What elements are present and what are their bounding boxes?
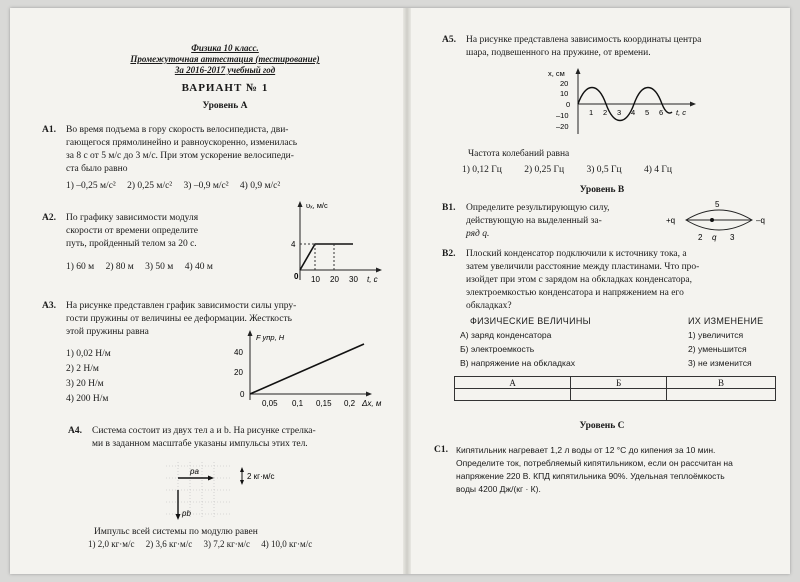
a2-velocity-graph — [278, 198, 390, 290]
a3-xtick-3: 0,15 — [316, 399, 332, 408]
b2-answer-table — [454, 376, 776, 401]
a5-question: Частота колебаний равна — [468, 149, 570, 159]
b2-table-answer-row — [455, 389, 776, 401]
a5-xtick-1: 1 — [589, 108, 594, 117]
b2-number: В2. — [442, 249, 456, 259]
b1-line-3: ряд q. — [466, 229, 490, 239]
a2-y-arrow — [298, 201, 303, 207]
b1-label-q: q — [712, 233, 717, 242]
a1-line-4: ста было равно — [66, 164, 128, 174]
a2-answer-1[interactable]: 1) 60 м — [66, 262, 95, 272]
variant-title: ВАРИАНТ № 1 — [181, 82, 269, 94]
b2-header-v: В — [667, 377, 776, 389]
c1-line-1: Кипятильник нагревает 1,2 л воды от 12 °С до кипения за 10 мин. — [456, 445, 716, 455]
c1-line-2: Определите ток, потребляемый кипятильником, если он рассчитан на — [456, 458, 733, 468]
a5-ytick-10: 10 — [560, 89, 569, 98]
a3-ytick-0: 0 — [240, 390, 245, 399]
c1-line-3: напряжение 220 В. КПД кипятильника 90%. Удельная теплоёмкость — [456, 471, 725, 481]
a1-line-1: Во время подъема в гору скорость велосипедиста, дви- — [66, 125, 289, 135]
b1-line-2: действующую на выделенный за- — [466, 216, 602, 226]
level-c-title: Уровень С — [579, 421, 625, 431]
a4-question: Импульс всей системы по модулю равен — [94, 527, 258, 537]
b2-answer-cell-a[interactable] — [455, 389, 571, 401]
b2-table-header-row — [455, 377, 776, 389]
b2-header-a: А — [455, 377, 571, 389]
b2-line-4: электроемкостью конденсатора и напряжением на его — [466, 288, 684, 298]
a3-line-2: гости пружины от величины ее деформации. Жесткость — [66, 314, 292, 324]
a5-answer-4[interactable]: 4) 4 Гц — [644, 165, 672, 175]
a4-answer-3[interactable]: 3) 7,2 кг·м/с — [203, 539, 250, 549]
a4-pa-arrowhead — [208, 476, 214, 481]
a1-number: А1. — [42, 125, 56, 135]
a4-pb-arrowhead — [176, 514, 181, 520]
page-fold — [403, 8, 411, 574]
a5-x-arrow — [690, 102, 696, 107]
b2-line-5: обкладках? — [466, 301, 512, 311]
b1-label-2: 2 — [698, 233, 703, 242]
a1-line-2: гающегося прямолинейно и равноускоренно, изменилась — [66, 138, 298, 148]
b2-col-right-header: ИХ ИЗМЕНЕНИЕ — [688, 316, 764, 326]
level-a-title: Уровень А — [202, 101, 248, 111]
b2-change-2: 2) уменьшится — [688, 344, 747, 354]
a3-y-arrow — [248, 330, 253, 336]
header-year: За 2016-2017 учебный год — [174, 65, 276, 75]
a5-ytick-20: 20 — [560, 79, 569, 88]
b1-number: В1. — [442, 203, 456, 213]
b2-quantity-3: В) напряжение на обкладках — [460, 358, 576, 368]
b2-change-1: 1) увеличится — [688, 330, 744, 340]
a2-origin: 0 — [294, 272, 299, 281]
a4-answers — [88, 538, 321, 550]
right-page — [412, 8, 790, 574]
a3-ytick-40: 40 — [234, 348, 243, 357]
a3-line-1: На рисунке представлен график зависимости силы упру- — [66, 301, 297, 311]
a3-answer-2[interactable]: 2) 2 Н/м — [66, 364, 99, 374]
c1-number: С1. — [434, 445, 448, 455]
b2-header-b: Б — [571, 377, 667, 389]
a5-ytick-0: 0 — [566, 100, 571, 109]
a3-force-line — [250, 344, 364, 394]
a4-line-1: Система состоит из двух тел a и b. На рисунке стрелка- — [92, 426, 316, 436]
a5-answer-1[interactable]: 1) 0,12 Гц — [462, 165, 502, 175]
a4-line-2: ми в заданном масштабе указаны импульсы этих тел. — [92, 439, 308, 449]
a5-answer-2[interactable]: 2) 0,25 Гц — [524, 165, 565, 175]
a2-x-arrow — [376, 268, 382, 273]
header-subject: Физика 10 класс. — [191, 43, 259, 53]
a4-number: А4. — [68, 426, 82, 436]
b2-change-3: 3) не изменится — [688, 358, 752, 368]
a5-xtick-6: 6 — [659, 108, 664, 117]
a2-number: А2. — [42, 213, 56, 223]
b2-col-left-header: ФИЗИЧЕСКИЕ ВЕЛИЧИНЫ — [470, 316, 591, 326]
b2-line-3: изойдет при этом с зарядом на обкладках конденсатора, — [466, 275, 693, 285]
a3-line-3: этой пружины равна — [66, 327, 149, 337]
a3-force-graph — [218, 328, 394, 410]
b2-answer-cell-b[interactable] — [571, 389, 667, 401]
b1-left-charge: +q — [666, 216, 676, 225]
a2-answer-3[interactable]: 3) 50 м — [145, 262, 174, 272]
a4-momentum-diagram — [160, 458, 310, 524]
a3-xtick-2: 0,1 — [292, 399, 304, 408]
a4-scale-arrow-up — [240, 467, 244, 472]
b1-charge-diagram — [664, 198, 784, 244]
a3-xlabel: Δx, м — [362, 399, 382, 408]
a1-answer-4[interactable]: 4) 0,9 м/с² — [239, 181, 281, 191]
a3-ytick-20: 20 — [234, 368, 243, 377]
c1-line-4: воды 4200 Дж/(кг · К). — [456, 484, 541, 494]
a2-velocity-line — [300, 244, 353, 270]
a3-number: А3. — [42, 301, 56, 311]
a4-answer-1[interactable]: 1) 2,0 кг·м/с — [88, 539, 135, 549]
header-title: Промежуточная аттестация (тестирование) — [130, 54, 320, 64]
a2-line-1: По графику зависимости модуля — [66, 213, 199, 223]
a3-xtick-4: 0,2 — [344, 399, 356, 408]
b2-line-1: Плоский конденсатор подключили к источнику тока, а — [466, 249, 687, 259]
a2-xlabel: t, с — [367, 275, 378, 284]
a2-xtick-10: 10 — [311, 275, 320, 284]
exam-sheet — [10, 8, 790, 574]
a3-answer-4[interactable]: 4) 200 Н/м — [66, 394, 109, 404]
b2-quantity-1: А) заряд конденсатора — [460, 330, 552, 340]
a2-answers — [66, 261, 222, 273]
a3-answer-1[interactable]: 1) 0,02 Н/м — [66, 349, 111, 359]
b2-answer-cell-v[interactable] — [667, 389, 776, 401]
a5-ylabel: x, см — [548, 69, 565, 78]
a5-line-1: На рисунке представлена зависимость координаты центра — [466, 35, 702, 45]
a4-scale-arrow-down — [240, 480, 244, 485]
a2-xtick-30: 30 — [349, 275, 358, 284]
a5-xtick-3: 3 — [617, 108, 622, 117]
a5-xtick-5: 5 — [645, 108, 650, 117]
a5-xtick-4: 4 — [631, 108, 636, 117]
a4-scale-label: 2 кг·м/с — [247, 472, 275, 481]
a5-line-2: шара, подвешенного на пружине, от времени. — [466, 48, 651, 58]
b1-right-charge: –q — [756, 216, 765, 225]
a5-oscillation-graph — [542, 66, 712, 138]
b1-line-1: Определите результирующую силу, — [466, 203, 610, 213]
a4-pa-label: pa — [190, 467, 199, 476]
left-page — [10, 8, 402, 574]
b1-charge-dot — [710, 218, 714, 222]
a2-xtick-20: 20 — [330, 275, 339, 284]
a5-y-arrow — [576, 68, 581, 74]
a5-answers — [462, 164, 681, 176]
level-b-title: Уровень В — [579, 185, 625, 195]
a1-answer-2[interactable]: 2) 0,25 м/с² — [127, 181, 173, 191]
a2-ylabel: υₓ, м/с — [306, 201, 328, 210]
a3-xtick-1: 0,05 — [262, 399, 278, 408]
a4-answer-2[interactable]: 2) 3,6 кг·м/с — [145, 539, 193, 549]
a4-pb-label: pb — [182, 509, 191, 518]
a5-xtick-2: 2 — [603, 108, 608, 117]
a1-line-3: за 8 с от 5 м/с до 3 м/с. При этом ускорение велосипеди- — [66, 151, 294, 161]
a2-answer-2[interactable]: 2) 80 м — [105, 262, 134, 272]
a3-x-arrow — [366, 392, 372, 397]
b2-line-2: затем увеличили расстояние между пластинами. Что про- — [466, 262, 700, 272]
b2-quantity-2: Б) электроемкость — [460, 344, 535, 354]
a5-number: А5. — [442, 35, 456, 45]
a2-line-2: скорости от времени определите — [66, 226, 198, 236]
a2-line-3: путь, пройденный телом за 20 с. — [66, 239, 197, 249]
a5-answer-3[interactable]: 3) 0,5 Гц — [586, 165, 622, 175]
b1-top-label: 5 — [715, 200, 720, 209]
a5-ytick-m10: –10 — [556, 111, 569, 120]
a3-answer-3[interactable]: 3) 20 Н/м — [66, 379, 104, 389]
a5-xlabel: t, с — [676, 108, 687, 117]
a2-answer-4[interactable]: 4) 40 м — [184, 262, 213, 272]
a5-ytick-m20: –20 — [556, 122, 569, 131]
a1-answers — [66, 180, 289, 192]
a4-answer-4[interactable]: 4) 10,0 кг·м/с — [261, 539, 313, 549]
a1-answer-1[interactable]: 1) –0,25 м/с² — [66, 181, 116, 191]
b1-label-3: 3 — [730, 233, 735, 242]
a3-ylabel: F упр, Н — [256, 333, 285, 342]
a1-answer-3[interactable]: 3) –0,9 м/с² — [183, 181, 229, 191]
a2-ytick: 4 — [291, 240, 296, 249]
